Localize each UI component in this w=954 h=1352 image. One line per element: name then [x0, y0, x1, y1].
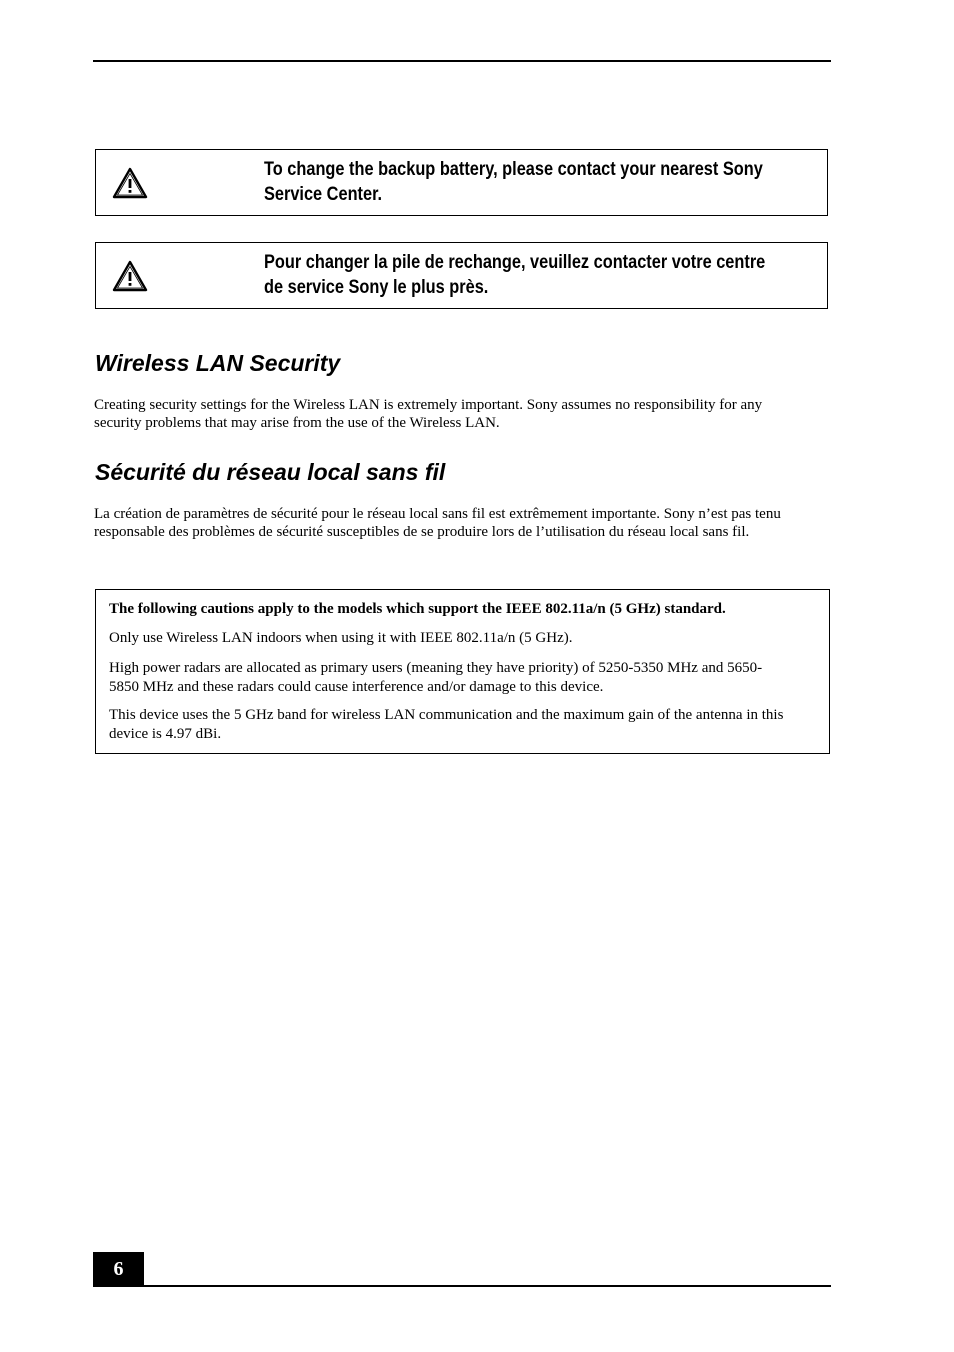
warning-text: [264, 250, 766, 300]
section-paragraph: [94, 505, 834, 541]
section-paragraph: [94, 396, 834, 432]
warning-triangle-icon: [112, 167, 148, 199]
warning-box-english: [95, 149, 828, 216]
caution-line: device is 4.97 dBi.: [109, 725, 222, 742]
caution-line: 5850 MHz and these radars could cause interference and/or damage to this device.: [109, 678, 604, 695]
warning-line: de service Sony le plus près.: [264, 277, 489, 298]
warning-triangle-icon: [112, 260, 148, 292]
paragraph-line: security problems that may arise from the use of the Wireless LAN.: [94, 415, 500, 431]
warning-text: [264, 157, 763, 207]
page-number-tab: [93, 1252, 144, 1287]
caution-line: High power radars are allocated as primary users (meaning they have priority) of 5250-5350 MHz and 5650-: [109, 660, 763, 676]
caution-box: [95, 589, 830, 754]
warning-line: To change the backup battery, please contact your nearest Sony: [264, 159, 763, 180]
warning-line: Service Center.: [264, 184, 383, 205]
section-heading: Wireless LAN Security: [95, 350, 341, 376]
caution-line: This device uses the 5 GHz band for wireless LAN communication and the maximum gain of the antenna in this: [109, 707, 784, 723]
paragraph-line: Creating security settings for the Wireless LAN is extremely important. Sony assumes no responsibility for any: [94, 397, 763, 413]
paragraph-line: La création de paramètres de sécurité pour le réseau local sans fil est extrêmement importante. Sony n’est pas tenu: [94, 506, 781, 522]
warning-line: Pour changer la pile de rechange, veuillez contacter votre centre: [264, 252, 766, 273]
caution-paragraph: [109, 659, 762, 696]
caution-paragraph: Only use Wireless LAN indoors when using it with IEEE 802.11a/n (5 GHz).: [109, 630, 573, 646]
footer-rule: [93, 1285, 831, 1287]
header-rule: [93, 60, 831, 62]
paragraph-line: responsable des problèmes de sécurité susceptibles de se produire lors de l’utilisation du réseau local sans fil.: [94, 524, 750, 540]
page-number: 6: [113, 1258, 124, 1280]
warning-box-french: [95, 242, 828, 309]
caution-paragraph: [109, 706, 783, 743]
section-heading: Sécurité du réseau local sans fil: [95, 459, 446, 485]
caution-title: The following cautions apply to the models which support the IEEE 802.11a/n (5 GHz) standard.: [109, 601, 726, 617]
